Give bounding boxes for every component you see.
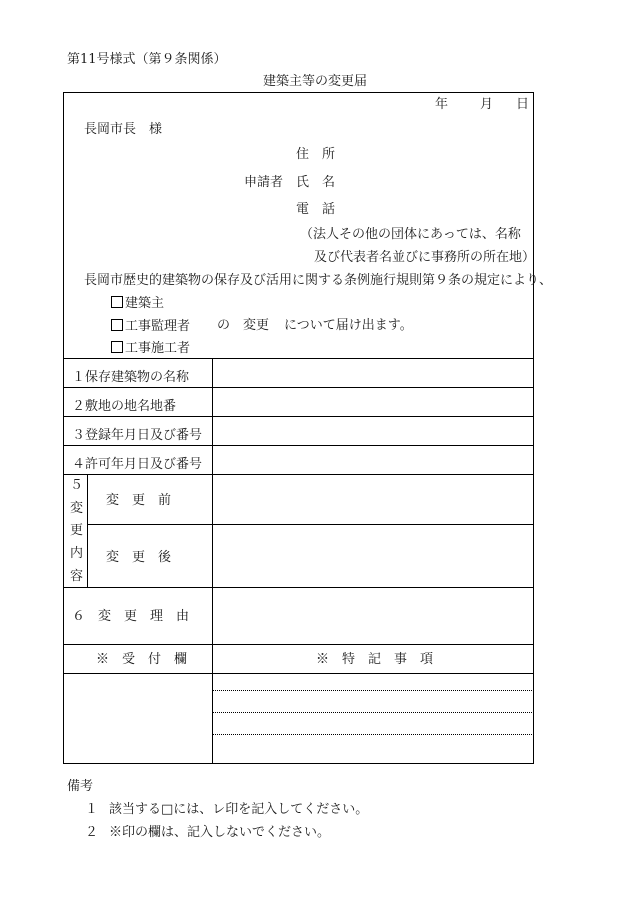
- form-title: 建築主等の変更届: [262, 74, 367, 89]
- checkbox-supervisor[interactable]: 工事監理者: [111, 319, 190, 333]
- date-day: 日: [516, 97, 530, 112]
- note-2-number: ２: [85, 825, 99, 840]
- note-1-number: １: [85, 802, 99, 817]
- notes-title: 備考: [67, 779, 94, 794]
- date-month: 月: [480, 97, 494, 112]
- remarks-column-header: ※ 特 記 事 項: [316, 652, 434, 667]
- label-after-change: 変 更 後: [106, 550, 172, 565]
- checkbox-contractor[interactable]: 工事施工者: [111, 341, 190, 355]
- row-building-name: １保存建築物の名称: [72, 370, 190, 385]
- addressee: 長岡市長 様: [84, 122, 163, 137]
- statement-change: 変更: [243, 318, 270, 333]
- row-permit-date: ４許可年月日及び番号: [72, 457, 203, 472]
- corporation-note-1: （法人その他の団体にあっては、名称: [300, 227, 521, 242]
- applicant-label: 申請者: [244, 175, 284, 190]
- statement-tail: について届け出ます。: [284, 318, 413, 333]
- address-label: 住 所: [296, 147, 336, 162]
- phone-label: 電 話: [296, 202, 336, 217]
- note-2-text: ※印の欄は、記入しないでください。: [109, 825, 331, 840]
- row-site-address: ２敷地の地名地番: [72, 399, 177, 414]
- checkbox-owner[interactable]: 建築主: [111, 296, 164, 310]
- reception-column-header: ※ 受 付 欄: [96, 652, 188, 667]
- name-label: 氏 名: [296, 175, 336, 190]
- note-1-text: 該当する□には、レ印を記入してください。: [109, 802, 369, 817]
- corporation-note-2: 及び代表者名並びに事務所の所在地）: [314, 250, 536, 265]
- statement-no: の: [217, 318, 231, 333]
- label-before-change: 変 更 前: [106, 493, 172, 508]
- row-registration-date: ３登録年月日及び番号: [72, 428, 203, 443]
- statement: 長岡市歴史的建築物の保存及び活用に関する条例施行規則第９条の規定により、: [84, 273, 553, 288]
- row-change-reason: ６ 変 更 理 由: [72, 609, 190, 624]
- form-number: 第11号様式（第９条関係）: [67, 52, 227, 67]
- date-year: 年: [435, 97, 449, 112]
